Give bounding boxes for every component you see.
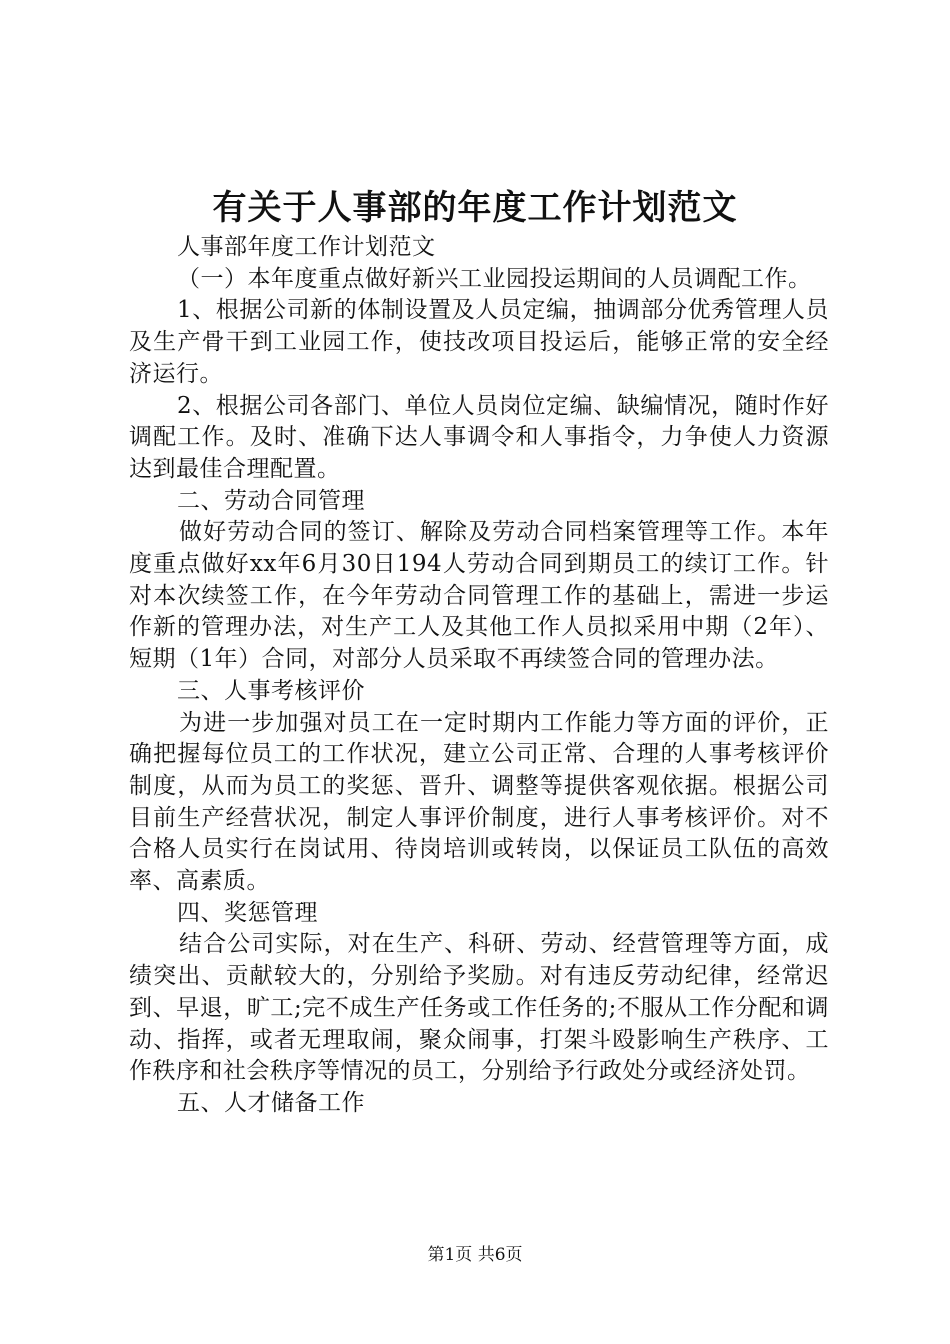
heading-talent-reserve: 五、人才储备工作 bbox=[177, 1089, 365, 1116]
paragraph-item-1: 1、根据公司新的体制设置及人员定编，抽调部分优秀管理人员及生产骨干到工业园工作，使技改项目投运后，能够正常的安全经济运行。 bbox=[129, 297, 829, 387]
heading-labor-contract: 二、劳动合同管理 bbox=[177, 487, 365, 514]
paragraph-subtitle: 人事部年度工作计划范文 bbox=[177, 234, 436, 260]
paragraph-evaluation: 为进一步加强对员工在一定时期内工作能力等方面的评价，正确把握每位员工的工作状况，建立公司正常、合理的人事考核评价制度，从而为员工的奖惩、晋升、调整等提供客观依据。根据公司目前生产经营状况，制定人事评价制度，进行人事考核评价。对不合格人员实行在岗试用、待岗培训或转岗，以保证员工队伍的高效率、高素质。 bbox=[129, 709, 829, 895]
paragraph-rewards: 结合公司实际，对在生产、科研、劳动、经营管理等方面，成绩突出、贡献较大的，分别给予奖励。对有违反劳动纪律，经常迟到、早退，旷工;完不成生产任务或工作任务的;不服从工作分配和调动、指挥，或者无理取闹，聚众闹事，打架斗殴影响生产秩序、工作秩序和社会秩序等情况的员工，分别给予行政处分或经济处罚。 bbox=[129, 931, 829, 1085]
heading-rewards: 四、奖惩管理 bbox=[177, 899, 318, 926]
paragraph-section-1: （一）本年度重点做好新兴工业园投运期间的人员调配工作。 bbox=[177, 265, 812, 292]
paragraph-labor-contract: 做好劳动合同的签订、解除及劳动合同档案管理等工作。本年度重点做好xx年6月30日194人劳动合同到期员工的续订工作。针对本次续签工作，在今年劳动合同管理工作的基础上，需进一步运作新的管理办法，对生产工人及其他工作人员拟采用中期（2年）、短期（1年）合同，对部分人员采取不再续签合同的管理办法。 bbox=[129, 519, 829, 673]
document-body bbox=[129, 232, 829, 1120]
paragraph-item-2: 2、根据公司各部门、单位人员岗位定编、缺编情况，随时作好调配工作。及时、准确下达人事调令和人事指令，力争使人力资源达到最佳合理配置。 bbox=[129, 392, 829, 482]
document-title: 有关于人事部的年度工作计划范文 bbox=[212, 188, 738, 228]
heading-evaluation: 三、人事考核评价 bbox=[177, 677, 365, 704]
page-number-footer: 第1页 共6页 bbox=[427, 1245, 523, 1265]
